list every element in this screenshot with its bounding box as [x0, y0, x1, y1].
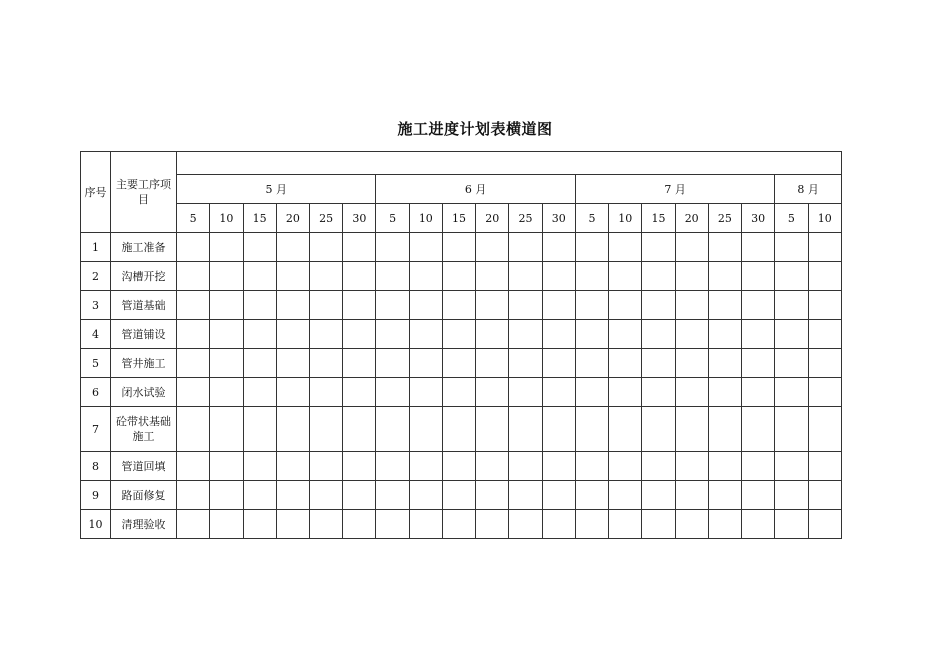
task-row — [81, 452, 842, 481]
schedule-cell[interactable] — [276, 407, 309, 452]
schedule-cell[interactable] — [675, 452, 708, 481]
task-name: 沟槽开挖 — [111, 262, 177, 291]
schedule-cell[interactable] — [409, 378, 442, 407]
schedule-cell[interactable] — [675, 262, 708, 291]
schedule-cell[interactable] — [575, 510, 608, 539]
schedule-cell[interactable] — [775, 291, 808, 320]
schedule-cell[interactable] — [675, 233, 708, 262]
schedule-cell[interactable] — [210, 291, 243, 320]
schedule-cell[interactable] — [243, 452, 276, 481]
schedule-cell[interactable] — [808, 262, 841, 291]
schedule-cell[interactable] — [310, 233, 343, 262]
schedule-cell[interactable] — [509, 452, 542, 481]
task-row — [81, 262, 842, 291]
schedule-cell[interactable] — [509, 233, 542, 262]
schedule-cell[interactable] — [343, 407, 376, 452]
task-row — [81, 378, 842, 407]
schedule-cell[interactable] — [675, 349, 708, 378]
schedule-cell[interactable] — [343, 481, 376, 510]
schedule-cell[interactable] — [609, 407, 642, 452]
task-name: 管道基础 — [111, 291, 177, 320]
schedule-cell[interactable] — [609, 481, 642, 510]
schedule-cell[interactable] — [376, 349, 409, 378]
schedule-cell[interactable] — [376, 320, 409, 349]
schedule-cell[interactable] — [177, 349, 210, 378]
schedule-cell[interactable] — [708, 233, 741, 262]
schedule-cell[interactable] — [177, 481, 210, 510]
schedule-cell[interactable] — [409, 452, 442, 481]
schedule-cell[interactable] — [675, 510, 708, 539]
month-header: 8 月 — [775, 175, 842, 204]
schedule-cell[interactable] — [243, 233, 276, 262]
task-index: 7 — [81, 407, 111, 452]
task-row — [81, 291, 842, 320]
schedule-cell[interactable] — [476, 262, 509, 291]
day-header: 5 — [177, 204, 210, 233]
task-index: 9 — [81, 481, 111, 510]
schedule-cell[interactable] — [276, 291, 309, 320]
schedule-cell[interactable] — [742, 320, 775, 349]
page-title: 施工进度计划表横道图 — [397, 120, 553, 138]
task-name: 清理验收 — [111, 510, 177, 539]
task-index: 8 — [81, 452, 111, 481]
day-header: 5 — [376, 204, 409, 233]
day-header: 10 — [210, 204, 243, 233]
schedule-cell[interactable] — [609, 291, 642, 320]
schedule-cell[interactable] — [575, 262, 608, 291]
schedule-cell[interactable] — [542, 481, 575, 510]
schedule-cell[interactable] — [742, 452, 775, 481]
schedule-cell[interactable] — [442, 291, 475, 320]
schedule-cell[interactable] — [210, 407, 243, 452]
schedule-cell[interactable] — [210, 452, 243, 481]
schedule-cell[interactable] — [808, 452, 841, 481]
schedule-cell[interactable] — [509, 510, 542, 539]
task-row — [81, 233, 842, 262]
schedule-cell[interactable] — [642, 233, 675, 262]
schedule-cell[interactable] — [409, 481, 442, 510]
schedule-cell[interactable] — [310, 452, 343, 481]
schedule-cell[interactable] — [243, 407, 276, 452]
schedule-cell[interactable] — [409, 510, 442, 539]
schedule-cell[interactable] — [675, 320, 708, 349]
task-row — [81, 481, 842, 510]
month-header: 5 月 — [177, 175, 376, 204]
schedule-cell[interactable] — [575, 378, 608, 407]
schedule-cell[interactable] — [708, 452, 741, 481]
schedule-cell[interactable] — [542, 349, 575, 378]
schedule-cell[interactable] — [775, 481, 808, 510]
schedule-cell[interactable] — [775, 320, 808, 349]
schedule-cell[interactable] — [775, 407, 808, 452]
task-name: 管道铺设 — [111, 320, 177, 349]
schedule-cell[interactable] — [276, 349, 309, 378]
schedule-cell[interactable] — [442, 407, 475, 452]
schedule-cell[interactable] — [509, 291, 542, 320]
schedule-cell[interactable] — [775, 510, 808, 539]
schedule-cell[interactable] — [376, 291, 409, 320]
schedule-cell[interactable] — [476, 510, 509, 539]
schedule-cell[interactable] — [310, 510, 343, 539]
schedule-cell[interactable] — [243, 481, 276, 510]
day-row — [81, 204, 842, 233]
day-header: 25 — [509, 204, 542, 233]
task-index: 3 — [81, 291, 111, 320]
schedule-cell[interactable] — [542, 233, 575, 262]
schedule-cell[interactable] — [376, 378, 409, 407]
index-header: 序号 — [81, 152, 111, 233]
schedule-cell[interactable] — [476, 291, 509, 320]
schedule-cell[interactable] — [243, 349, 276, 378]
schedule-cell[interactable] — [476, 233, 509, 262]
schedule-cell[interactable] — [609, 510, 642, 539]
schedule-cell[interactable] — [808, 407, 841, 452]
day-header: 30 — [542, 204, 575, 233]
schedule-cell[interactable] — [177, 291, 210, 320]
day-header: 20 — [476, 204, 509, 233]
schedule-cell[interactable] — [575, 349, 608, 378]
task-name: 闭水试验 — [111, 378, 177, 407]
schedule-cell[interactable] — [276, 233, 309, 262]
schedule-cell[interactable] — [343, 452, 376, 481]
schedule-cell[interactable] — [742, 510, 775, 539]
schedule-cell[interactable] — [376, 510, 409, 539]
schedule-cell[interactable] — [310, 320, 343, 349]
schedule-cell[interactable] — [609, 262, 642, 291]
schedule-cell[interactable] — [775, 378, 808, 407]
schedule-cell[interactable] — [343, 262, 376, 291]
schedule-cell[interactable] — [542, 452, 575, 481]
schedule-cell[interactable] — [742, 481, 775, 510]
day-header: 25 — [708, 204, 741, 233]
schedule-cell[interactable] — [642, 407, 675, 452]
schedule-cell[interactable] — [775, 349, 808, 378]
schedule-cell[interactable] — [808, 233, 841, 262]
task-name: 管井施工 — [111, 349, 177, 378]
day-header: 10 — [409, 204, 442, 233]
schedule-cell[interactable] — [742, 262, 775, 291]
day-header: 25 — [310, 204, 343, 233]
task-row — [81, 407, 842, 452]
schedule-cell[interactable] — [808, 291, 841, 320]
schedule-cell[interactable] — [376, 233, 409, 262]
schedule-cell[interactable] — [476, 407, 509, 452]
schedule-cell[interactable] — [542, 320, 575, 349]
schedule-cell[interactable] — [575, 291, 608, 320]
schedule-cell[interactable] — [442, 452, 475, 481]
schedule-cell[interactable] — [243, 262, 276, 291]
schedule-cell[interactable] — [742, 378, 775, 407]
schedule-cell[interactable] — [210, 481, 243, 510]
schedule-cell[interactable] — [442, 510, 475, 539]
schedule-cell[interactable] — [808, 481, 841, 510]
schedule-cell[interactable] — [210, 510, 243, 539]
schedule-cell[interactable] — [575, 481, 608, 510]
schedule-cell[interactable] — [509, 481, 542, 510]
schedule-cell[interactable] — [243, 378, 276, 407]
schedule-cell[interactable] — [575, 452, 608, 481]
schedule-cell[interactable] — [708, 349, 741, 378]
task-row — [81, 349, 842, 378]
schedule-cell[interactable] — [675, 481, 708, 510]
schedule-cell[interactable] — [509, 349, 542, 378]
schedule-cell[interactable] — [509, 407, 542, 452]
schedule-cell[interactable] — [575, 233, 608, 262]
schedule-cell[interactable] — [276, 378, 309, 407]
schedule-cell[interactable] — [243, 510, 276, 539]
schedule-cell[interactable] — [642, 510, 675, 539]
schedule-cell[interactable] — [476, 481, 509, 510]
schedule-cell[interactable] — [243, 291, 276, 320]
schedule-cell[interactable] — [343, 378, 376, 407]
day-header: 5 — [575, 204, 608, 233]
schedule-cell[interactable] — [310, 262, 343, 291]
schedule-cell[interactable] — [609, 320, 642, 349]
task-name: 管道回填 — [111, 452, 177, 481]
schedule-cell[interactable] — [310, 349, 343, 378]
schedule-cell[interactable] — [808, 320, 841, 349]
schedule-cell[interactable] — [376, 407, 409, 452]
schedule-cell[interactable] — [243, 320, 276, 349]
schedule-cell[interactable] — [409, 320, 442, 349]
schedule-cell[interactable] — [376, 262, 409, 291]
schedule-cell[interactable] — [310, 378, 343, 407]
schedule-cell[interactable] — [642, 291, 675, 320]
schedule-cell[interactable] — [742, 407, 775, 452]
schedule-cell[interactable] — [409, 291, 442, 320]
schedule-cell[interactable] — [177, 510, 210, 539]
schedule-cell[interactable] — [442, 262, 475, 291]
schedule-cell[interactable] — [642, 452, 675, 481]
schedule-cell[interactable] — [343, 349, 376, 378]
task-index: 4 — [81, 320, 111, 349]
task-index: 2 — [81, 262, 111, 291]
day-header: 15 — [243, 204, 276, 233]
schedule-cell[interactable] — [542, 291, 575, 320]
task-index: 1 — [81, 233, 111, 262]
schedule-cell[interactable] — [575, 320, 608, 349]
schedule-cell[interactable] — [609, 452, 642, 481]
schedule-cell[interactable] — [276, 262, 309, 291]
schedule-cell[interactable] — [442, 233, 475, 262]
schedule-cell[interactable] — [442, 320, 475, 349]
schedule-cell[interactable] — [276, 320, 309, 349]
task-name: 施工准备 — [111, 233, 177, 262]
day-header: 15 — [642, 204, 675, 233]
schedule-cell[interactable] — [609, 378, 642, 407]
schedule-cell[interactable] — [376, 452, 409, 481]
schedule-cell[interactable] — [542, 510, 575, 539]
schedule-cell[interactable] — [310, 407, 343, 452]
schedule-cell[interactable] — [177, 320, 210, 349]
schedule-cell[interactable] — [675, 378, 708, 407]
schedule-cell[interactable] — [310, 291, 343, 320]
task-header: 主要工序项目 — [111, 152, 177, 233]
schedule-cell[interactable] — [708, 291, 741, 320]
schedule-cell[interactable] — [476, 320, 509, 349]
schedule-cell[interactable] — [376, 481, 409, 510]
schedule-cell[interactable] — [642, 320, 675, 349]
schedule-cell[interactable] — [210, 233, 243, 262]
schedule-cell[interactable] — [775, 452, 808, 481]
schedule-cell[interactable] — [177, 233, 210, 262]
schedule-cell[interactable] — [642, 349, 675, 378]
task-index: 6 — [81, 378, 111, 407]
schedule-cell[interactable] — [177, 262, 210, 291]
schedule-cell[interactable] — [609, 233, 642, 262]
day-header: 20 — [276, 204, 309, 233]
schedule-cell[interactable] — [775, 262, 808, 291]
schedule-cell[interactable] — [210, 262, 243, 291]
day-header: 20 — [675, 204, 708, 233]
month-header: 6 月 — [376, 175, 575, 204]
schedule-cell[interactable] — [675, 291, 708, 320]
schedule-cell[interactable] — [509, 378, 542, 407]
schedule-cell[interactable] — [708, 378, 741, 407]
schedule-cell[interactable] — [409, 407, 442, 452]
schedule-cell[interactable] — [742, 291, 775, 320]
schedule-cell[interactable] — [409, 233, 442, 262]
schedule-cell[interactable] — [542, 407, 575, 452]
day-header: 10 — [609, 204, 642, 233]
schedule-table — [80, 151, 842, 539]
schedule-cell[interactable] — [276, 452, 309, 481]
header-row-top — [81, 152, 842, 175]
schedule-cell[interactable] — [210, 378, 243, 407]
schedule-cell[interactable] — [575, 407, 608, 452]
schedule-cell[interactable] — [343, 510, 376, 539]
schedule-cell[interactable] — [708, 510, 741, 539]
schedule-cell[interactable] — [442, 378, 475, 407]
task-index: 5 — [81, 349, 111, 378]
schedule-cell[interactable] — [177, 407, 210, 452]
schedule-cell[interactable] — [708, 481, 741, 510]
schedule-cell[interactable] — [642, 262, 675, 291]
schedule-cell[interactable] — [742, 233, 775, 262]
schedule-cell[interactable] — [642, 378, 675, 407]
task-row — [81, 320, 842, 349]
schedule-cell[interactable] — [409, 349, 442, 378]
day-header: 15 — [442, 204, 475, 233]
schedule-cell[interactable] — [343, 291, 376, 320]
schedule-cell[interactable] — [210, 320, 243, 349]
task-row — [81, 510, 842, 539]
schedule-cell[interactable] — [609, 349, 642, 378]
schedule-cell[interactable] — [808, 510, 841, 539]
schedule-cell[interactable] — [642, 481, 675, 510]
schedule-cell[interactable] — [177, 452, 210, 481]
timeline-header-blank — [177, 152, 842, 175]
day-header: 30 — [343, 204, 376, 233]
schedule-cell[interactable] — [775, 233, 808, 262]
task-index: 10 — [81, 510, 111, 539]
schedule-cell[interactable] — [476, 378, 509, 407]
day-header: 5 — [775, 204, 808, 233]
schedule-cell[interactable] — [310, 481, 343, 510]
schedule-cell[interactable] — [708, 262, 741, 291]
schedule-cell[interactable] — [542, 378, 575, 407]
schedule-cell[interactable] — [210, 349, 243, 378]
schedule-cell[interactable] — [808, 378, 841, 407]
day-header: 10 — [808, 204, 841, 233]
schedule-cell[interactable] — [476, 349, 509, 378]
task-name: 砼带状基础施工 — [111, 407, 177, 452]
schedule-cell[interactable] — [708, 407, 741, 452]
schedule-cell[interactable] — [177, 378, 210, 407]
task-name: 路面修复 — [111, 481, 177, 510]
schedule-cell[interactable] — [808, 349, 841, 378]
month-header: 7 月 — [575, 175, 774, 204]
schedule-cell[interactable] — [509, 262, 542, 291]
day-header: 30 — [742, 204, 775, 233]
schedule-cell[interactable] — [343, 320, 376, 349]
schedule-cell[interactable] — [442, 481, 475, 510]
schedule-cell[interactable] — [742, 349, 775, 378]
schedule-cell[interactable] — [476, 452, 509, 481]
schedule-cell[interactable] — [276, 510, 309, 539]
schedule-cell[interactable] — [675, 407, 708, 452]
schedule-cell[interactable] — [276, 481, 309, 510]
month-row — [81, 175, 842, 204]
schedule-cell[interactable] — [343, 233, 376, 262]
schedule-cell[interactable] — [542, 262, 575, 291]
schedule-cell[interactable] — [509, 320, 542, 349]
schedule-cell[interactable] — [409, 262, 442, 291]
schedule-cell[interactable] — [442, 349, 475, 378]
schedule-cell[interactable] — [708, 320, 741, 349]
